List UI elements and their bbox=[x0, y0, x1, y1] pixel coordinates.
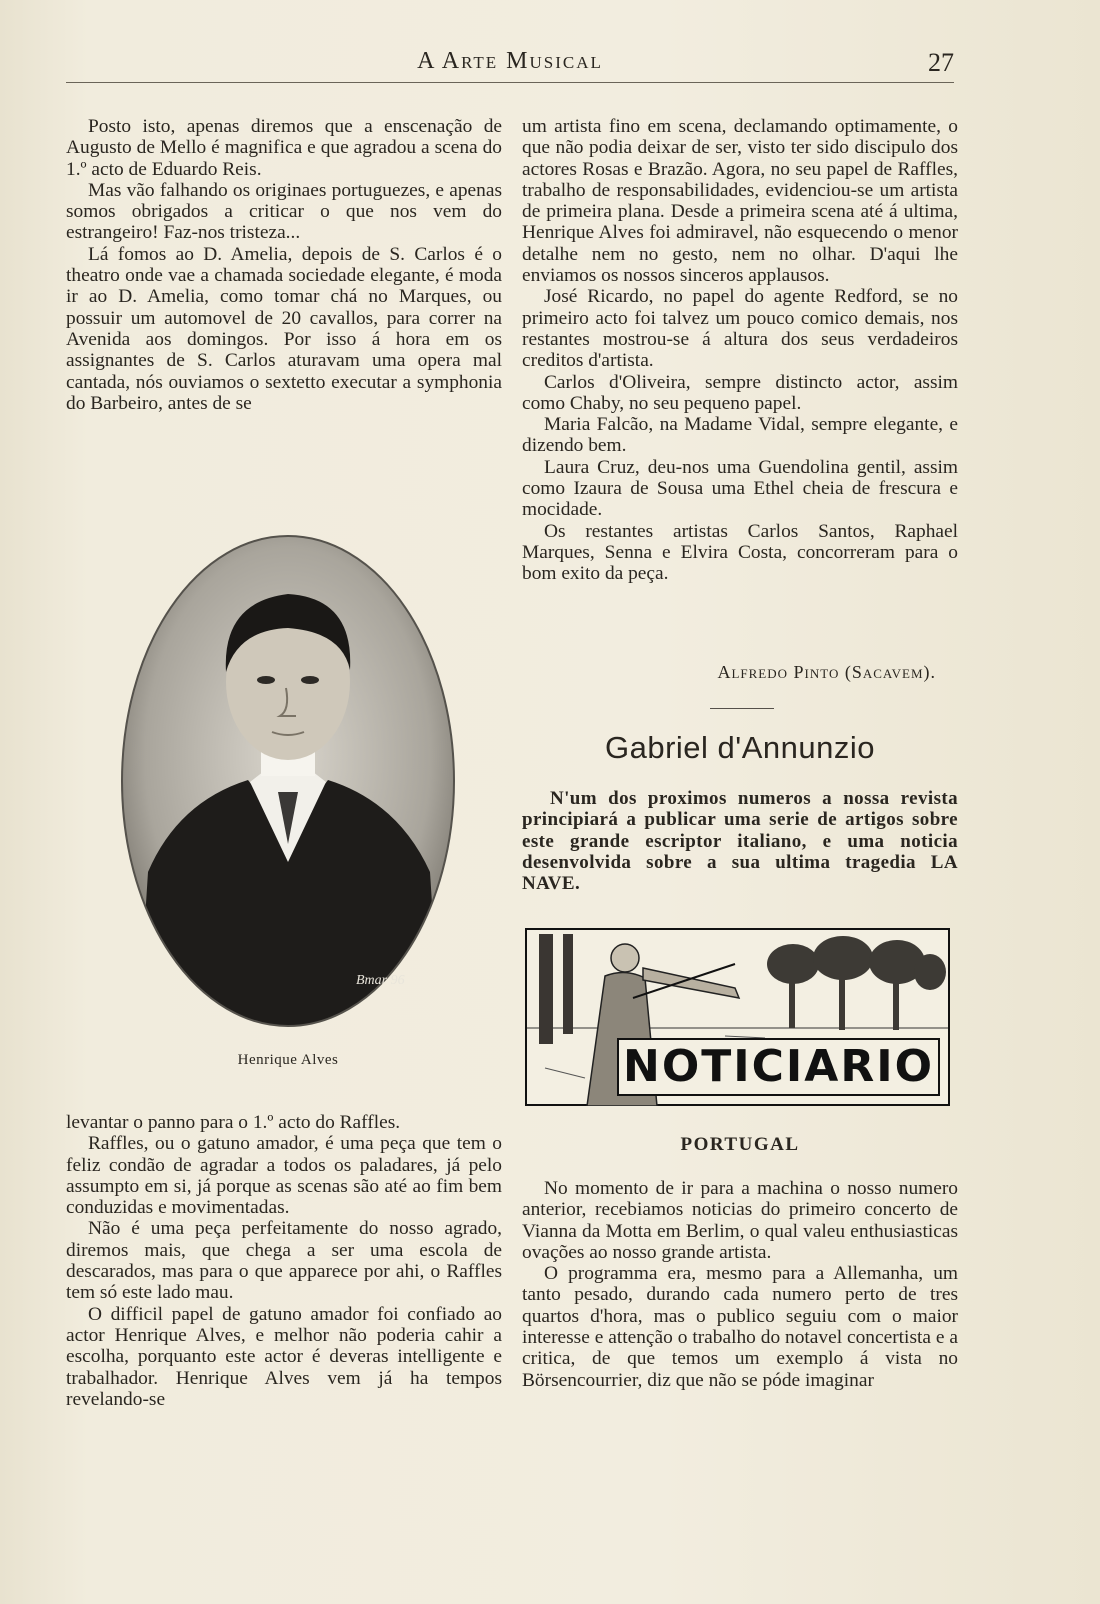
paragraph: Carlos d'Oliveira, sempre distincto actor, assim como Chaby, no seu pequeno papel. bbox=[522, 371, 958, 414]
paragraph: Não é uma peça perfeitamente do nosso agrado, diremos mais, que chega a ser uma escola de descarados, mas para o que apparece por ahi, o Raffles tem só este lado mau. bbox=[66, 1218, 502, 1304]
author-signature: Alfredo Pinto (Sacavem). bbox=[717, 662, 936, 682]
article-column-left-bottom bbox=[66, 1112, 502, 1410]
paragraph: Os restantes artistas Carlos Santos, Raphael Marques, Senna e Elvira Costa, concorreram para o bom exito da peça. bbox=[522, 520, 958, 585]
paragraph: levantar o panno para o 1.º acto do Raffles. bbox=[66, 1112, 401, 1133]
news-section-heading: PORTUGAL bbox=[680, 1134, 800, 1155]
paragraph: Posto isto, apenas diremos que a enscenação de Augusto de Mello é magnifica e que agradou a scena do 1.º acto de Eduardo Reis. bbox=[66, 116, 502, 180]
paragraph: Maria Falcão, na Madame Vidal, sempre elegante, e dizendo bem. bbox=[522, 414, 958, 457]
paragraph: No momento de ir para a machina o nosso numero anterior, recebiamos noticias do primeiro concerto de Vianna da Motta em Berlim, o qual valeu enthusiasticas ovações ao nosso grande artista. bbox=[522, 1178, 958, 1263]
portrait-photo bbox=[118, 532, 458, 1030]
paragraph: O difficil papel de gatuno amador foi confiado ao actor Henrique Alves, e melhor não poderia cahir a escolha, porquanto este actor é deveras intelligente e trabalhador. Henrique Alves vem já ha tempos revelando-se bbox=[66, 1303, 502, 1410]
paragraph: Mas vão falhando os originaes portuguezes, e apenas somos obrigados a criticar o que nos vem do estrangeiro! Faz-nos tristeza... bbox=[66, 179, 502, 244]
paragraph: José Ricardo, no papel do agente Redford, se no primeiro acto foi talvez um pouco comico demais, nos restantes mostrou-se á altura dos seus verdadeiros creditos d'artista. bbox=[522, 286, 958, 372]
running-title: A Arte Musical bbox=[417, 48, 603, 74]
article-column-left-top bbox=[66, 116, 502, 414]
paragraph: O programma era, mesmo para a Allemanha, um tanto pesado, durando cada numero perto de tres quartos d'hora, mas o publico seguiu com o maior interesse e attenção o trabalho do notavel concertista e a critica, de que temos um exemplo á vista no Börsencourrier, diz que não se póde imaginar bbox=[522, 1263, 958, 1391]
page-number: 27 bbox=[928, 48, 954, 77]
portrait-image bbox=[118, 532, 458, 1030]
news-column bbox=[522, 1178, 958, 1391]
announcement-text bbox=[522, 788, 958, 894]
paragraph: um artista fino em scena, declamando optimamente, o que não podia deixar de ser, visto ter sido discipulo dos actores Rosas e Brazão. Agora, no seu papel de Raffles, trabalho de responsabilidades, evidenciou-se um artista de primeira plana. Desde a primeira scena até á ultima, Henrique Alves foi admiravel, não esquecendo o menor detalhe nem no gesto, nem no olhar. D'aqui lhe enviamos os nossos sinceros applausos. bbox=[522, 116, 958, 287]
article-column-right-top bbox=[522, 116, 958, 585]
paragraph: N'um dos proximos numeros a nossa revista principiará a publicar uma serie de artigos sobre este grande escriptor italiano, e uma noticia desenvolvida sobre a sua ultima tragedia LA NAVE. bbox=[522, 788, 958, 895]
page-header bbox=[66, 48, 954, 83]
engraver-mark: Bmar 96 bbox=[356, 973, 405, 988]
banner-title: NOTICIARIO bbox=[617, 1038, 940, 1096]
paragraph: Lá fomos ao D. Amelia, depois de S. Carlos é o theatro onde vae a chamada sociedade elegante, é moda ir ao D. Amelia, como tomar chá no Marques, ou possuir um automovel de 20 cavallos, para correr na Avenida aos domingos. Por isso á hora em os assignantes de S. Carlos aturavam uma opera mal cantada, nós ouviamos o sextetto executar a symphonia do Barbeiro, antes de se bbox=[66, 243, 502, 414]
noticiario-banner bbox=[525, 928, 950, 1106]
paragraph: Laura Cruz, deu-nos uma Guendolina gentil, assim como Izaura de Sousa uma Ethel cheia de frescura e mocidade. bbox=[522, 456, 958, 521]
section-divider bbox=[710, 708, 774, 709]
portrait-caption: Henrique Alves bbox=[237, 1052, 339, 1068]
paragraph: Raffles, ou o gatuno amador, é uma peça que tem o feliz condão de agradar a todos os paladares, já pelo assumpto em si, já porque as scenas são até ao fim bem conduzidas e movimentadas. bbox=[66, 1133, 502, 1219]
announcement-title: Gabriel d'Annunzio bbox=[605, 730, 875, 765]
